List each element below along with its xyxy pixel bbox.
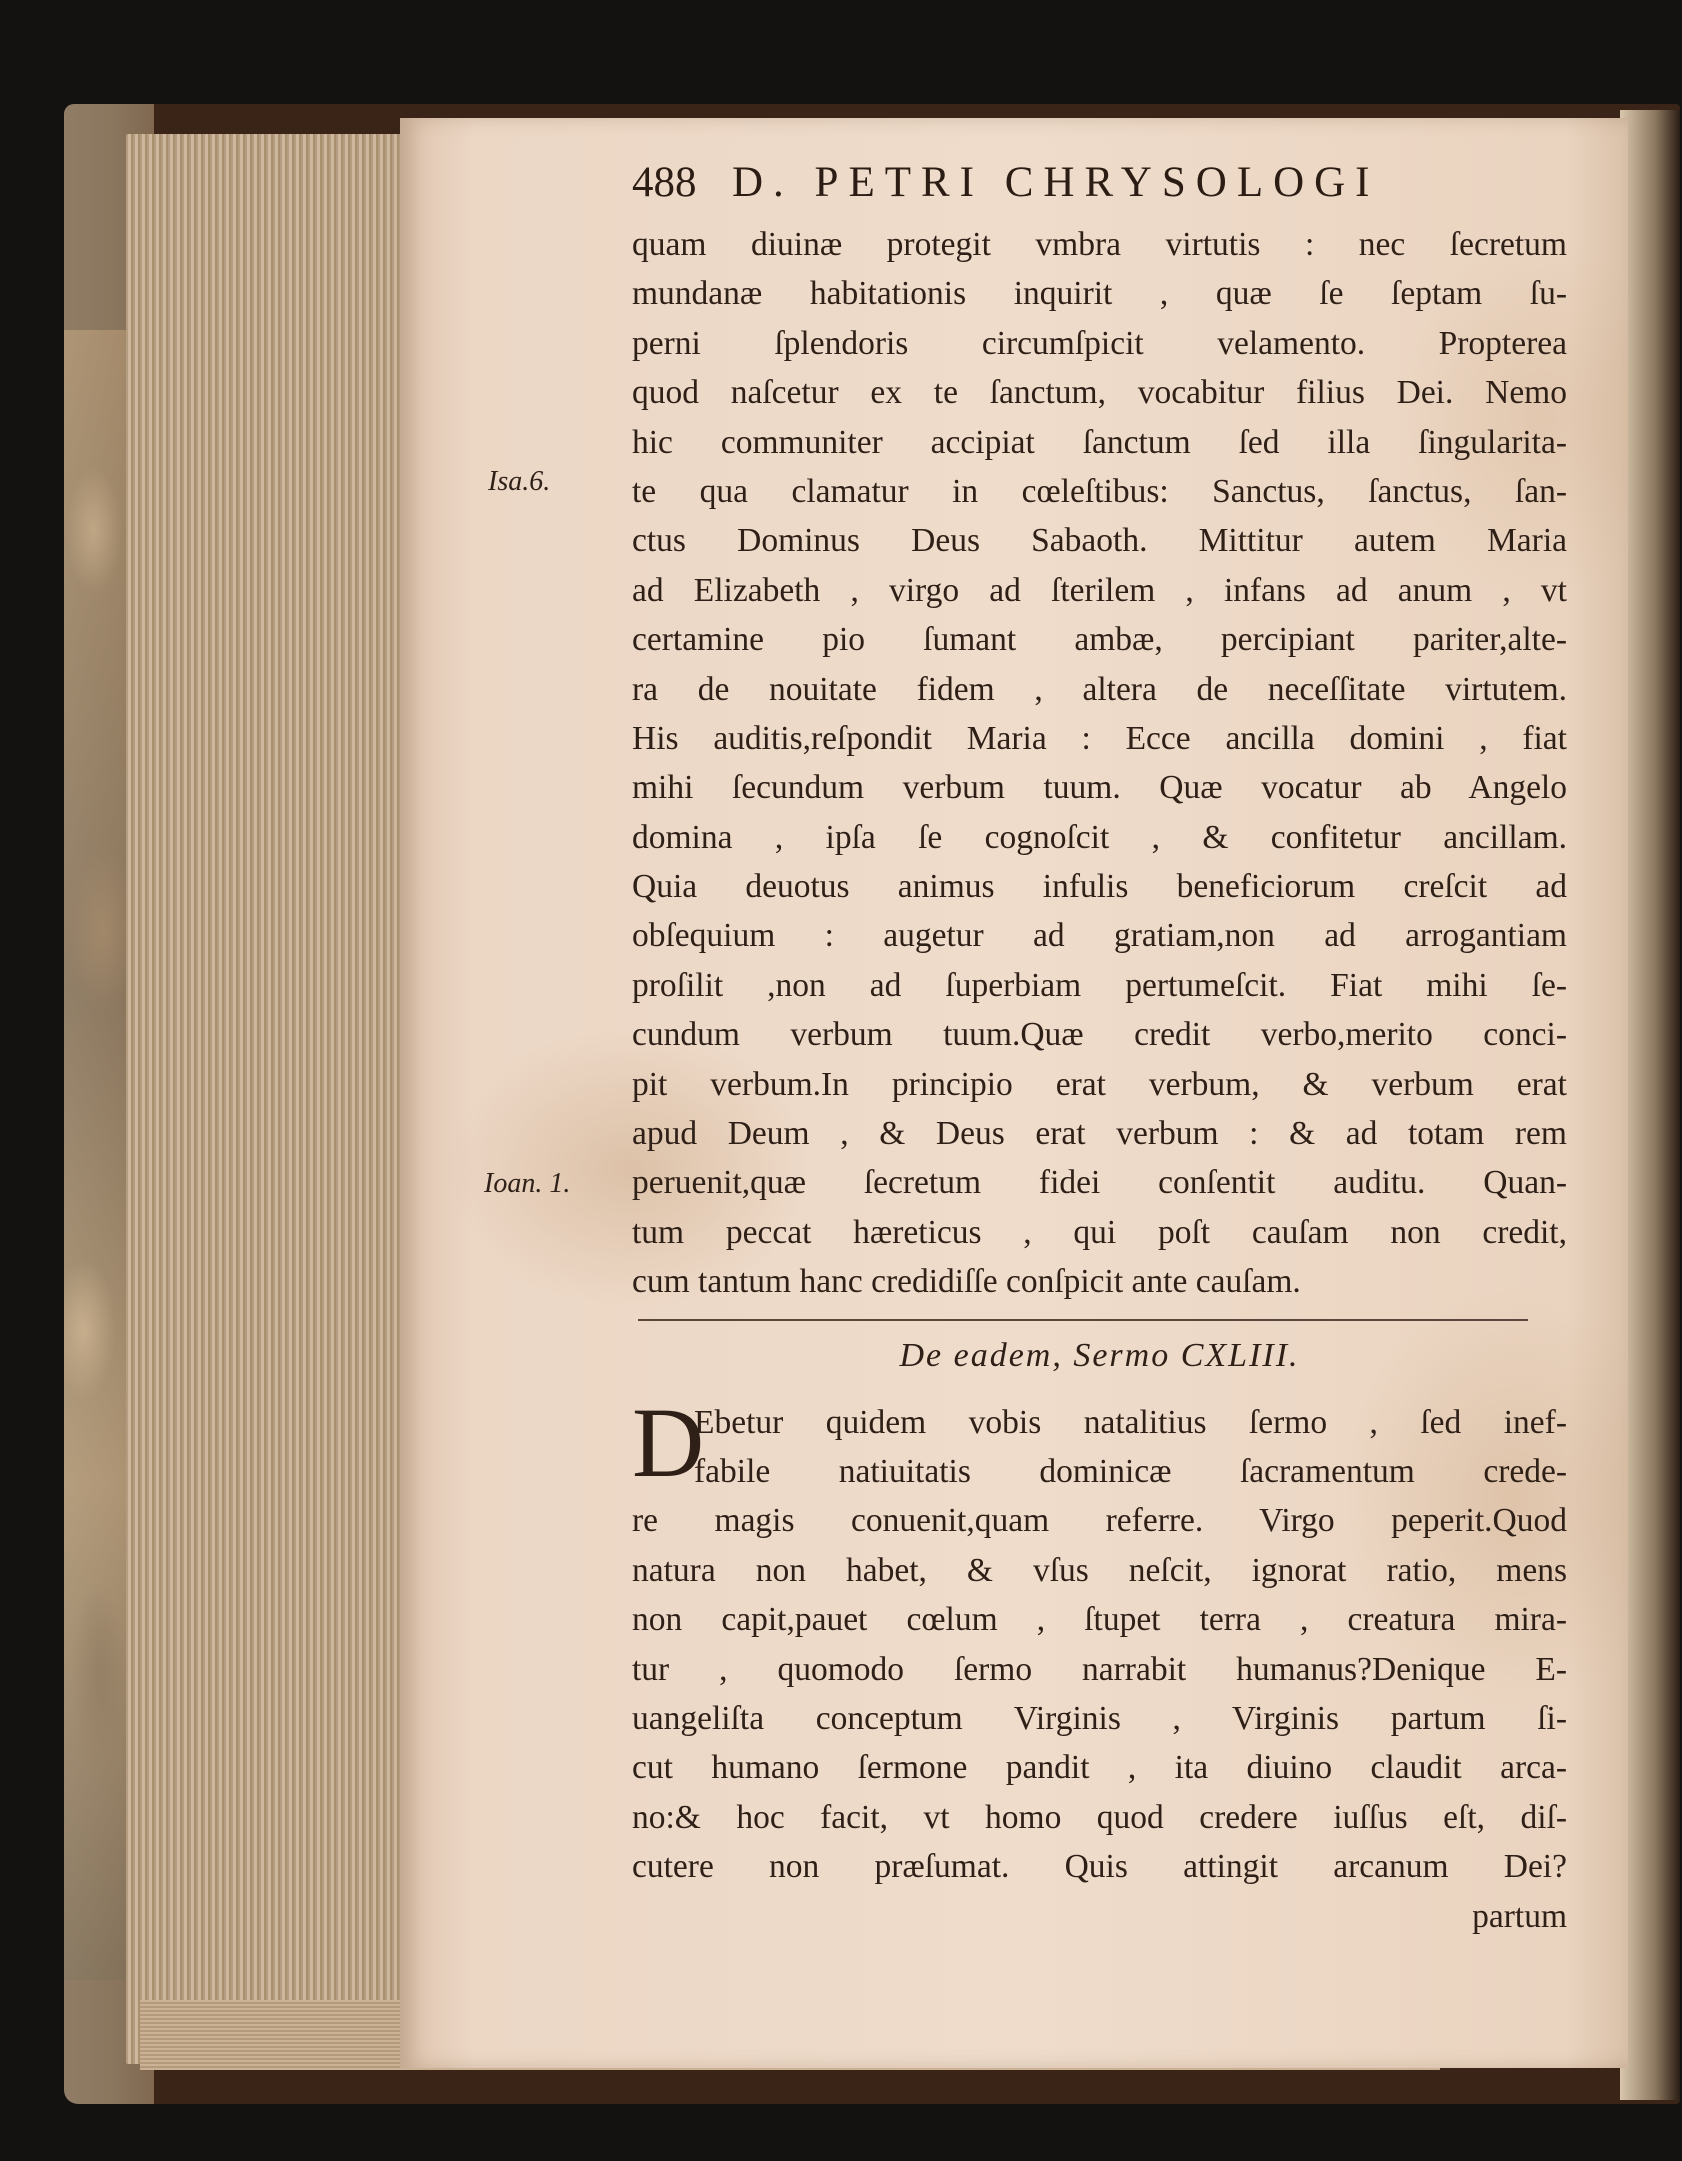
facing-page-edge [1620, 110, 1680, 2100]
text-line: te qua clamatur in cœleſtibus: Sanctus, ſanctus, ſan- [632, 472, 1567, 510]
text-line: mundanæ habitationis inquirit , quæ ſe ſeptam ſu- [632, 275, 1567, 313]
running-title: D. PETRI CHRYSOLOGI [732, 159, 1380, 206]
text-line: non capit,pauet cœlum , ſtupet terra , creatura mira- [632, 1601, 1567, 1639]
text-line: pit verbum.In principio erat verbum, & verbum erat [632, 1065, 1567, 1103]
sermon-heading: De eadem, Sermo CXLIII. [899, 1336, 1300, 1374]
text-line: fabile natiuitatis dominicæ ſacramentum crede- [694, 1452, 1567, 1490]
catchword: partum [1472, 1897, 1567, 1935]
margin-note-isa: Isa.6. [488, 466, 551, 497]
text-line: ad Elizabeth , virgo ad ſterilem , infans ad anum , vt [632, 571, 1567, 609]
running-head [632, 158, 1567, 220]
text-line: certamine pio ſumant ambæ, percipiant pariter,alte- [632, 621, 1567, 659]
text-line: cut humano ſermone pandit , ita diuino claudit arca- [632, 1749, 1567, 1787]
text-line: peruenit,quæ ſecretum fidei conſentit auditu. Quan- [632, 1164, 1567, 1202]
text-line: cum tantum hanc credidiſſe conſpicit ante cauſam. [632, 1263, 1301, 1301]
section-rule [638, 1319, 1528, 1322]
text-line: ctus Dominus Deus Sabaoth. Mittitur autem Maria [632, 522, 1567, 560]
text-line: quam diuinæ protegit vmbra virtutis : nec ſecretum [632, 226, 1567, 263]
sermon-text [632, 1386, 1567, 1941]
text-line: Ebetur quidem vobis natalitius ſermo , ſed inef- [694, 1403, 1567, 1441]
book-page [400, 118, 1628, 2068]
text-line: cutere non præſumat. Quis attingit arcanum Dei? [632, 1848, 1567, 1886]
text-line: cundum verbum tuum.Quæ credit verbo,merito conci- [632, 1016, 1567, 1054]
text-line: tur , quomodo ſermo narrabit humanus?Denique E- [632, 1650, 1567, 1688]
text-line: apud Deum , & Deus erat verbum : & ad totam rem [632, 1115, 1567, 1153]
text-line: His auditis,reſpondit Maria : Ecce ancilla domini , fiat [632, 719, 1567, 757]
text-line: proſilit ,non ad ſuperbiam pertumeſcit. Fiat mihi ſe- [632, 966, 1567, 1004]
text-line: domina , ipſa ſe cognoſcit , & confitetur ancillam. [632, 818, 1567, 856]
margin-note-ioan: Ioan. 1. [484, 1168, 571, 1199]
text-line: perni ſplendoris circumſpicit velamento. Propterea [632, 324, 1567, 362]
text-line: obſequium : augetur ad gratiam,non ad arrogantiam [632, 917, 1567, 955]
drop-cap: D [632, 1386, 705, 1498]
body-text [632, 220, 1567, 1307]
page-number: 488 [632, 159, 697, 206]
text-line: mihi ſecundum verbum tuum. Quæ vocatur ab Angelo [632, 769, 1567, 807]
text-line: no:& hoc facit, vt homo quod credere iuſſus eſt, diſ- [632, 1798, 1567, 1836]
text-line: ra de nouitate fidem , altera de neceſſitate virtutem. [632, 670, 1567, 708]
text-line: tum peccat hæreticus , qui poſt cauſam non credit, [632, 1213, 1567, 1251]
text-line: uangeliſta conceptum Virginis , Virginis partum ſi- [632, 1699, 1567, 1737]
text-line: quod naſcetur ex te ſanctum, vocabitur filius Dei. Nemo [632, 374, 1567, 412]
text-line: Quia deuotus animus infulis beneficiorum creſcit ad [632, 868, 1567, 906]
page-stack-left [126, 134, 406, 2064]
text-line: natura non habet, & vſus neſcit, ignorat ratio, mens [632, 1551, 1567, 1589]
text-line: hic communiter accipiat ſanctum ſed illa ſingularita- [632, 423, 1567, 461]
text-block [632, 158, 1567, 1941]
text-line: re magis conuenit,quam referre. Virgo peperit.Quod [632, 1502, 1567, 1540]
